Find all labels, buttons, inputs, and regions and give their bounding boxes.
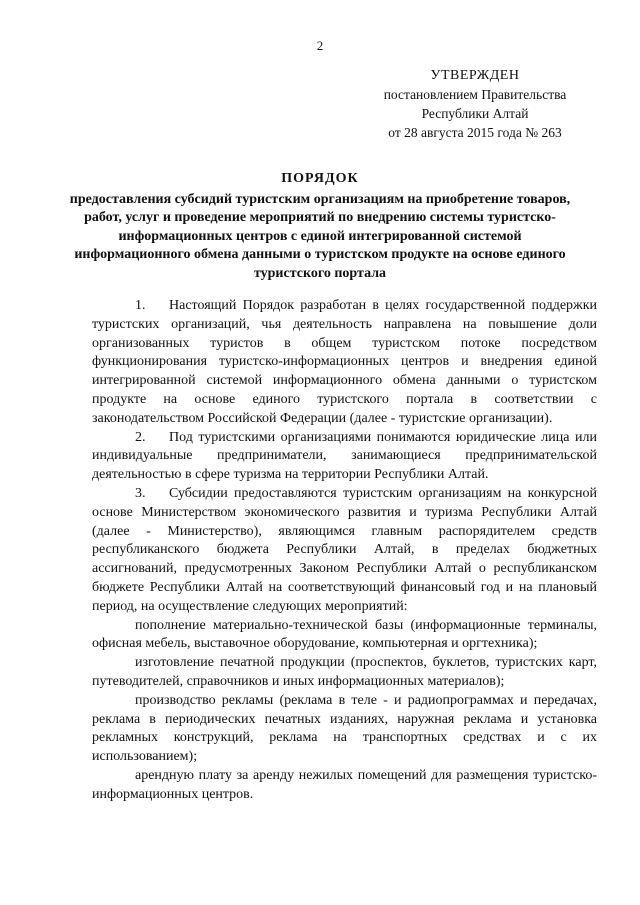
paragraph-number: 3. [135,485,146,501]
list-item: пополнение материально-технической базы (информационные терминалы, офисная мебель, выставочное оборудование, компьютерная и оргтехника); [92,617,597,652]
paragraph-number: 2. [135,429,146,445]
approval-stamp: УТВЕРЖДЕН [430,68,520,83]
paragraph [92,297,597,429]
title-subtitle: предоставления субсидий туристским организациям на приобретение товаров, работ, услуг и проведение мероприятий по внедрению системы туристско-информационных центров с единой интегрированной системой информационного обмена данными о туристском продукте на основе единого туристского портала [69,191,571,281]
paragraph-text: Субсидии предоставляются туристским организациям на конкурсной основе Министерством экономического развития и туризма Республики Алтай (далее - Министерство), являющимся главным распорядителем средств республиканского бюджета Республики Алтай, в пределах бюджетных ассигнований, предусмотренных Законом Республики Алтай о республиканском бюджете Республики Алтай на соответствующий финансовый год и на плановый период, на осуществление следующих мероприятий: [92,485,597,614]
paragraph [92,429,597,485]
title-main: ПОРЯДОК [281,171,359,186]
document-body [92,297,597,805]
approval-line-2: Республики Алтай [421,106,529,121]
paragraph-text: Под туристскими организациями понимаются юридические лица или индивидуальные предприниматели, занимающиеся предпринимательской деятельностью в сфере туризма на территории Республики Алтай. [92,429,597,483]
paragraph [92,485,597,617]
paragraph-number: 1. [135,298,146,313]
list-item: арендную плату за аренду нежилых помещений для размещения туристско-информационных центров. [92,767,597,802]
approval-line-1: постановлением Правительства [383,87,567,102]
list-item: изготовление печатной продукции (проспектов, буклетов, туристских карт, путеводителей, справочников и иных информационных материалов); [92,655,597,689]
document-title [60,170,580,283]
approval-line-3: от 28 августа 2015 года № 263 [388,125,562,140]
page-number: 2 [316,38,324,53]
paragraph-text: Настоящий Порядок разработан в целях государственной поддержки туристских организаций, чья деятельность направлена на повышение доли организованных туристов в общем туристском потоке посредством функционирования туристско-информационных центров и внедрения единой интегрированной системой информационного обмена данными о туристском продукте на основе единого туристского портала в соответствии с законодательством Российской Федерации (далее - туристские организации). [92,298,597,426]
approval-block [360,66,590,142]
list-item: производство рекламы (реклама в теле - и радиопрограммах и передачах, реклама в периодических печатных изданиях, наружная реклама и установка рекламных конструкций, реклама на транспортных средствах и с их использованием); [92,692,597,765]
